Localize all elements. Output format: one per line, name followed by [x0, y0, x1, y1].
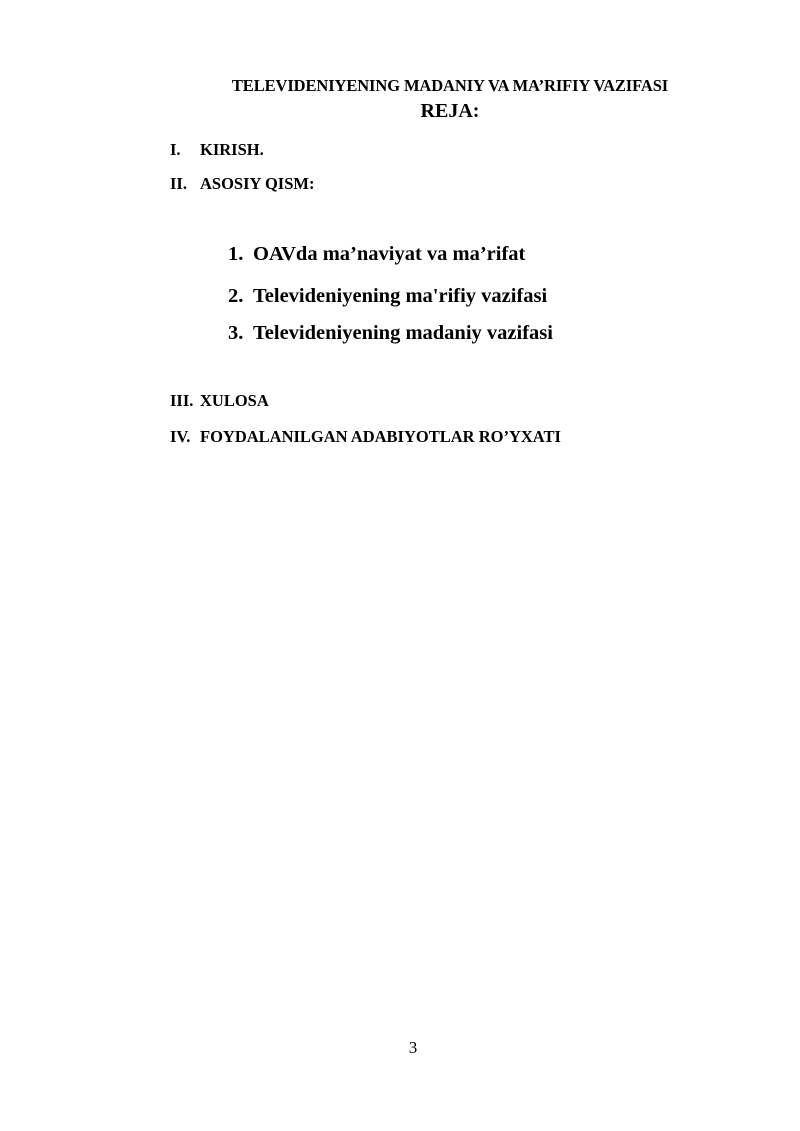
section-item: [170, 427, 561, 447]
page-number: 3: [408, 1038, 418, 1057]
section-label: XULOSA: [200, 391, 269, 410]
subsection-label: Televideniyening madaniy vazifasi: [253, 322, 553, 344]
section-label: KIRISH.: [200, 140, 264, 159]
subsection-label: OAVda ma’naviyat va ma’rifat: [253, 243, 526, 265]
section-number: I.: [170, 140, 181, 159]
subsection-number: 3.: [228, 322, 244, 344]
plan-heading: REJA:: [420, 100, 480, 122]
section-item: [170, 174, 314, 194]
section-number: III.: [170, 391, 194, 410]
section-item: [170, 140, 264, 160]
subsection-number: 1.: [228, 243, 244, 265]
section-label: FOYDALANILGAN ADABIYOTLAR RO’YXATI: [200, 427, 561, 446]
section-number: II.: [170, 174, 187, 193]
section-item: [170, 391, 269, 411]
document-title: TELEVIDENIYENING MADANIY VA MA’RIFIY VAZIFASI: [231, 76, 669, 95]
subsection-item: [228, 322, 553, 345]
section-label: ASOSIY QISM:: [200, 174, 315, 193]
section-number: IV.: [170, 427, 191, 446]
subsection-number: 2.: [228, 285, 244, 307]
subsection-item: [228, 243, 525, 266]
subsection-item: [228, 285, 547, 308]
subsection-label: Televideniyening ma'rifiy vazifasi: [253, 285, 548, 307]
